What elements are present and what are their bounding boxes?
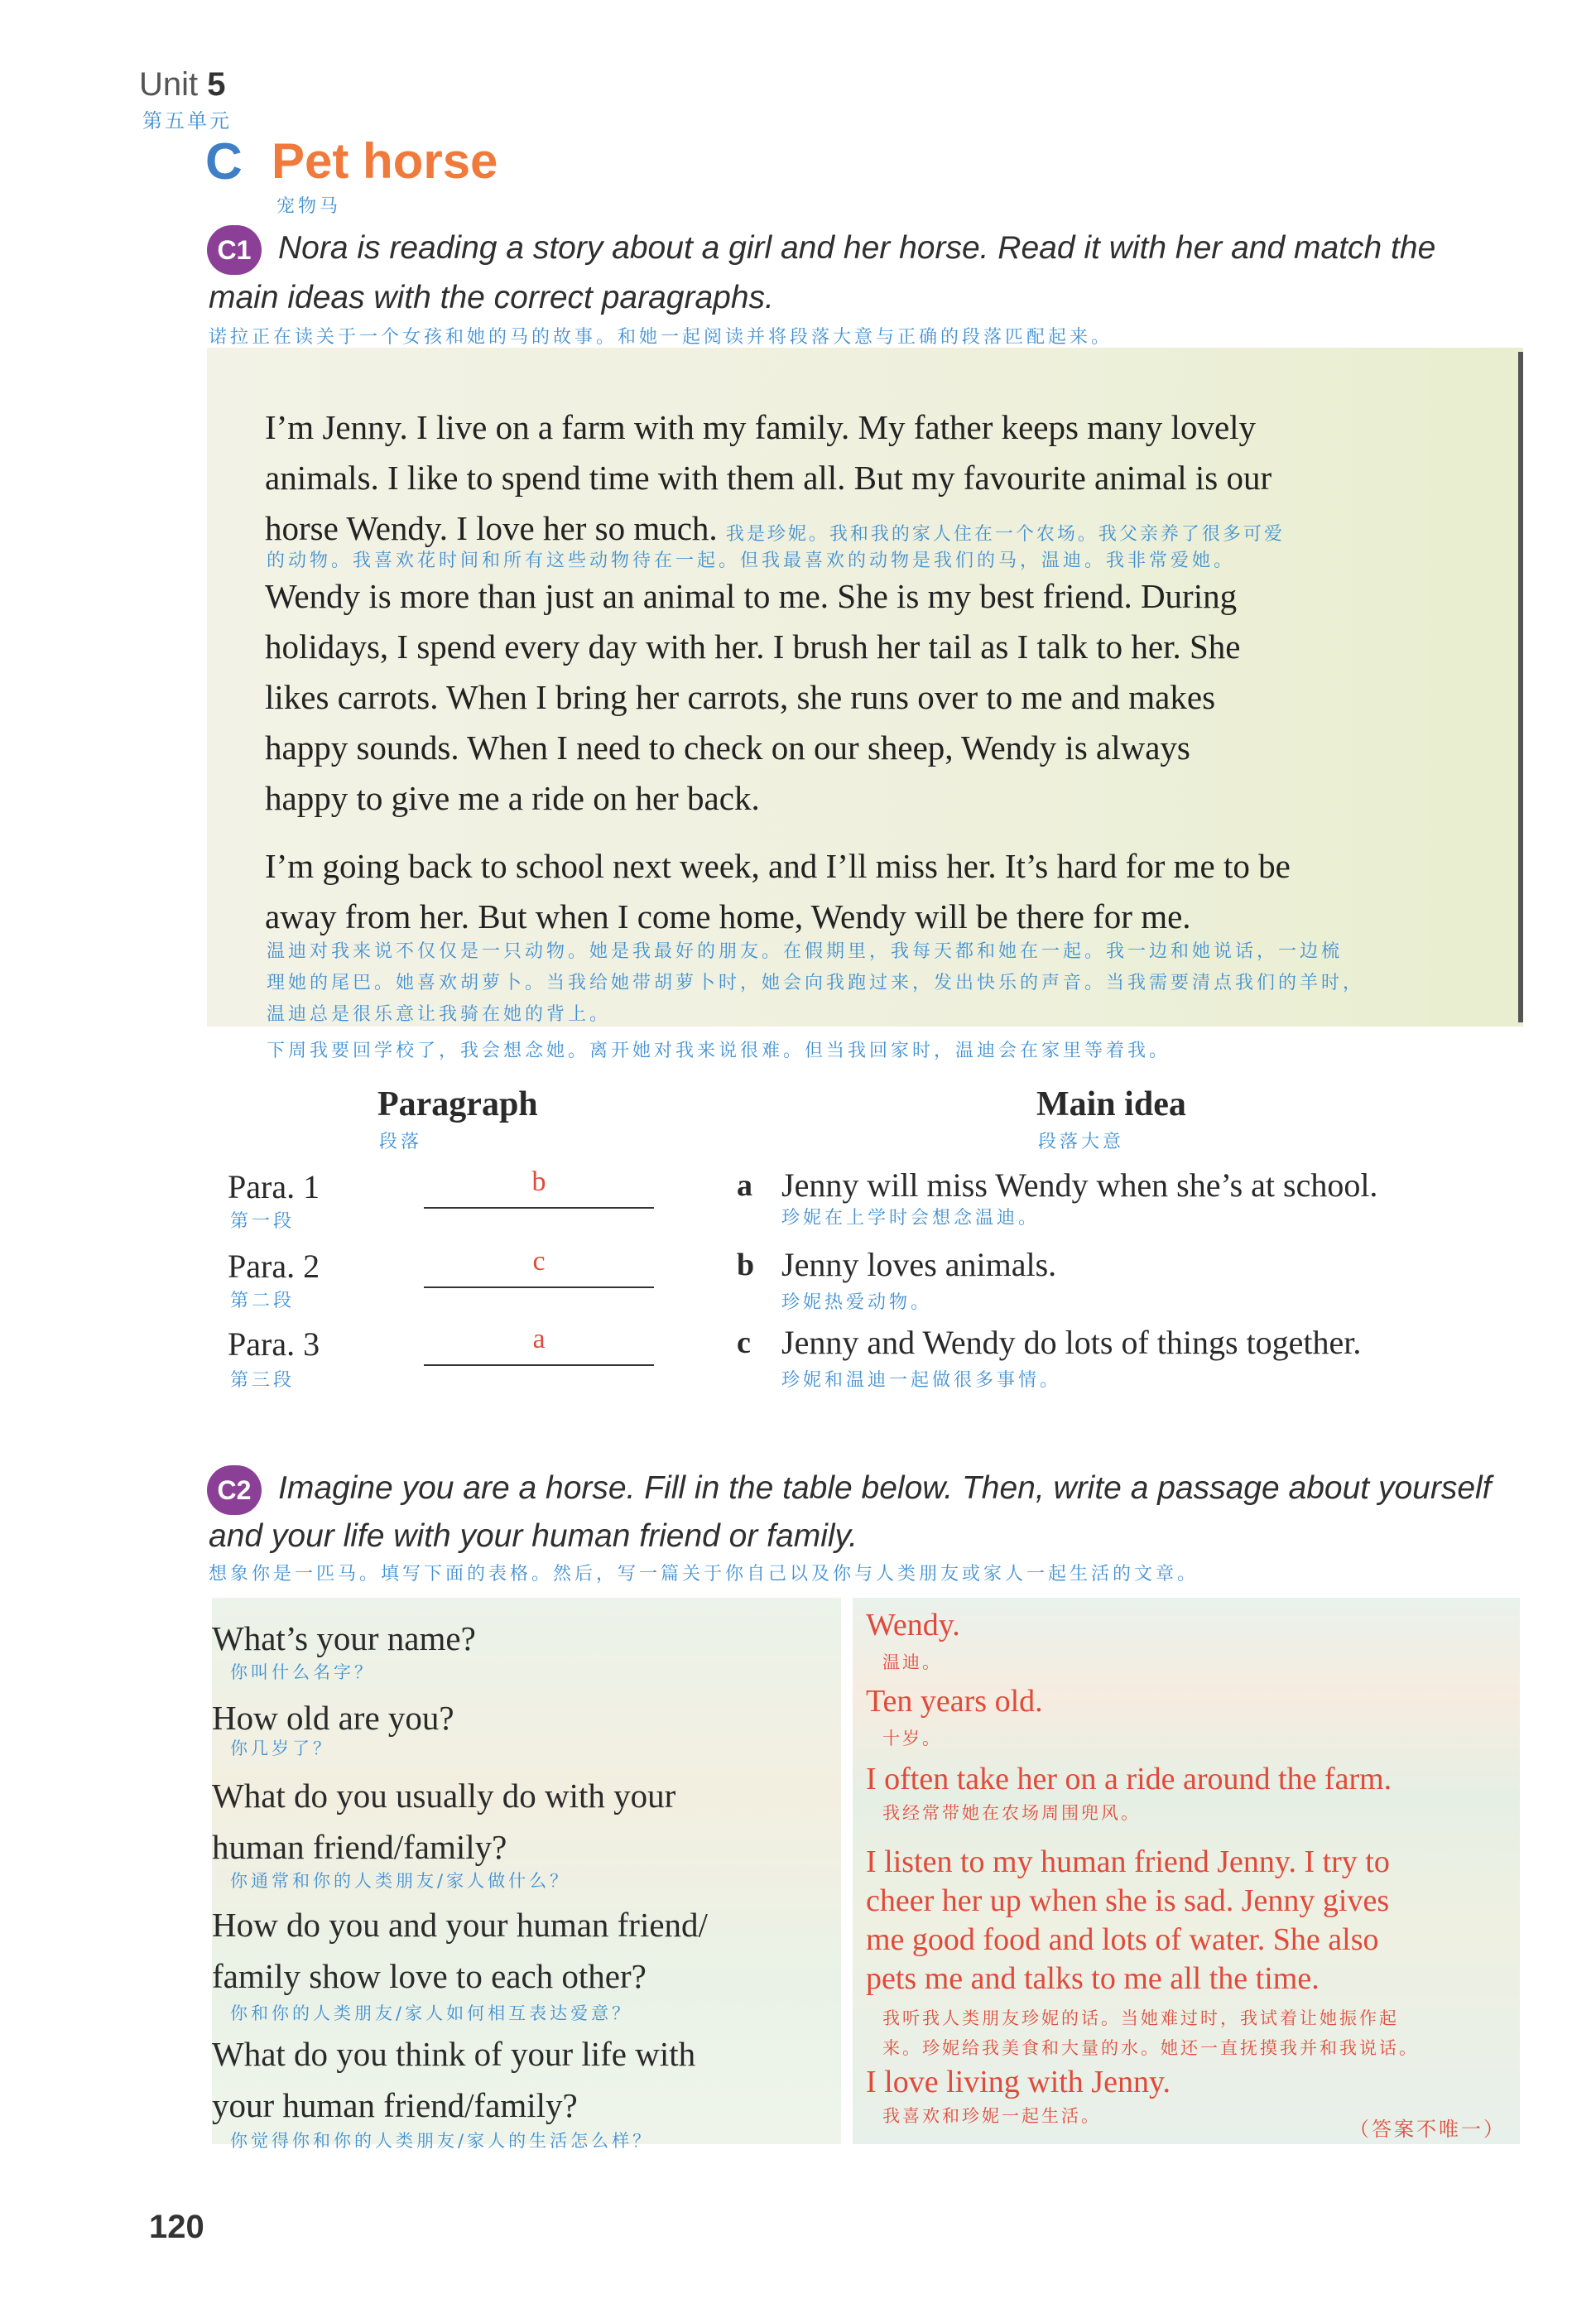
question-text: family show love to each other? xyxy=(212,1957,647,1995)
story-p2-line: Wendy is more than just an animal to me. She is my best friend. During xyxy=(265,577,1238,615)
c2-instruction-line1: Imagine you are a horse. Fill in the table below. Then, write a passage about yourself xyxy=(278,1470,1492,1506)
story-p1-line: I’m Jenny. I live on a farm with my family. My father keeps many lovely xyxy=(265,408,1257,446)
story-p1-last: horse Wendy. I love her so much. xyxy=(265,509,718,547)
idea-text-cn: 珍妮和温迪一起做很多事情。 xyxy=(781,1370,1062,1391)
question-text: How old are you? xyxy=(212,1699,454,1737)
table-question xyxy=(212,1613,839,1664)
c2-instruction-line2: and your life with your human friend or family. xyxy=(209,1518,858,1554)
question-cn: 你和你的人类朋友/家人如何相互表达爱意？ xyxy=(230,2003,633,2023)
para-label: Para. 1 xyxy=(228,1168,320,1205)
table-question xyxy=(212,1770,839,1873)
question-text: How do you and your human friend/ xyxy=(212,1906,708,1944)
story-p2-cn-line: 温迪对我来说不仅仅是一只动物。她是我最好的朋友。在假期里，我每天都和她在一起。我一边和她说话，一边梳 xyxy=(267,941,1344,962)
story-p3-line: away from her. But when I come home, Wendy will be there for me. xyxy=(265,897,1191,935)
question-cn: 你几岁了？ xyxy=(230,1738,334,1758)
para-label: Para. 3 xyxy=(228,1325,320,1363)
para-label-cn: 第三段 xyxy=(230,1370,296,1391)
answer-cn: 我经常带她在农场周围兜风。 xyxy=(882,1803,1141,1823)
answer-cn: 我听我人类朋友珍妮的话。当她难过时，我试着让她振作起 xyxy=(882,2008,1399,2028)
answer-cn: 十岁。 xyxy=(882,1729,942,1748)
unit-word: Unit xyxy=(139,66,199,103)
section-letter: C xyxy=(205,133,243,190)
answer-text: Ten years old. xyxy=(866,1684,1043,1719)
story-p2-line: likes carrots. When I bring her carrots, she runs over to me and makes xyxy=(265,678,1216,716)
answer-note: （答案不唯一） xyxy=(1349,2118,1506,2141)
c1-instruction-cn: 诺拉正在读关于一个女孩和她的马的故事。和她一起阅读并将段落大意与正确的段落匹配起来。 xyxy=(209,327,1113,348)
table-question xyxy=(212,1899,839,2002)
question-cn: 你觉得你和你的人类朋友/家人的生活怎么样？ xyxy=(230,2131,654,2151)
story-p2-line: holidays, I spend every day with her. I brush her tail as I talk to her. She xyxy=(265,628,1241,666)
table-answer xyxy=(866,1682,1520,1721)
table-answer xyxy=(866,1843,1520,1998)
para-answer-line[interactable]: a xyxy=(424,1323,654,1366)
c1-instruction-line2: main ideas with the correct paragraphs. xyxy=(209,280,774,315)
story-p1-cn-inline: 我是珍妮。我和我的家人住在一个农场。我父亲养了很多可爱 xyxy=(725,524,1285,545)
paragraph-column-head-cn: 段落 xyxy=(379,1132,423,1152)
idea-letter: a xyxy=(737,1168,752,1203)
question-text: human friend/family? xyxy=(212,1828,507,1866)
table-answer xyxy=(866,1606,1520,1645)
c1-instruction-line1: Nora is reading a story about a girl and her horse. Read it with her and match the xyxy=(278,230,1436,266)
idea-text-cn: 珍妮热爱动物。 xyxy=(781,1292,933,1313)
para-label: Para. 2 xyxy=(228,1248,320,1285)
table-question xyxy=(212,2028,839,2131)
table-divider xyxy=(844,1598,849,2144)
question-text: What do you usually do with your xyxy=(212,1777,676,1815)
idea-column-head-cn: 段落大意 xyxy=(1038,1132,1125,1152)
paragraph-column-head: Paragraph xyxy=(377,1085,538,1123)
para-label-cn: 第一段 xyxy=(230,1211,296,1232)
idea-letter: b xyxy=(737,1248,755,1282)
answer-text: Wendy. xyxy=(866,1608,960,1642)
idea-letter: c xyxy=(737,1325,751,1360)
question-text: What’s your name? xyxy=(212,1619,476,1657)
story-p1-line: animals. I like to spend time with them all. But my favourite animal is our xyxy=(265,459,1272,497)
answer-cn: 温迪。 xyxy=(882,1652,942,1672)
para-answer-line[interactable]: c xyxy=(424,1245,654,1288)
table-answer xyxy=(866,2063,1520,2102)
story-p2-line: happy to give me a ride on her back. xyxy=(265,779,760,817)
answer-text: cheer her up when she is sad. Jenny gives xyxy=(866,1883,1390,1918)
answer-text: I often take her on a ride around the farm. xyxy=(866,1762,1392,1796)
story-p1-cn-line2: 的动物。我喜欢花时间和所有这些动物待在一起。但我最喜欢的动物是我们的马，温迪。我非常爱她。 xyxy=(267,551,1236,571)
c2-instruction-cn: 想象你是一匹马。填写下面的表格。然后，写一篇关于你自己以及你与人类朋友或家人一起生活的文章。 xyxy=(209,1564,1199,1585)
idea-text: Jenny will miss Wendy when she’s at school. xyxy=(781,1166,1378,1204)
answer-text: I listen to my human friend Jenny. I try to xyxy=(866,1844,1390,1879)
answer-text: me good food and lots of water. She also xyxy=(866,1922,1379,1957)
story-p2-line: happy sounds. When I need to check on our sheep, Wendy is always xyxy=(265,729,1190,767)
idea-text: Jenny loves animals. xyxy=(781,1246,1057,1283)
table-answer xyxy=(866,1760,1520,1799)
story-p2-cn-line: 理她的尾巴。她喜欢胡萝卜。当我给她带胡萝卜时，她会向我跑过来，发出快乐的声音。当我需要清点我们的羊时， xyxy=(267,973,1365,993)
answer-text: pets me and talks to me all the time. xyxy=(866,1961,1320,1996)
question-cn: 你叫什么名字？ xyxy=(230,1662,375,1682)
story-paragraph-1 xyxy=(265,402,1490,560)
story-box-edge xyxy=(1518,352,1523,1022)
unit-label xyxy=(139,66,226,103)
story-p3-cn: 下周我要回学校了，我会想念她。离开她对我来说很难。但当我回家时，温迪会在家里等着我。 xyxy=(267,1041,1171,1061)
c1-badge: C1 xyxy=(207,225,262,275)
para-answer-line[interactable]: b xyxy=(424,1166,654,1209)
para-label-cn: 第二段 xyxy=(230,1291,296,1311)
answer-cn: 我喜欢和珍妮一起生活。 xyxy=(882,2106,1101,2126)
idea-column-head: Main idea xyxy=(1036,1085,1186,1123)
story-p3-line: I’m going back to school next week, and I’ll miss her. It’s hard for me to be xyxy=(265,847,1291,885)
c2-badge: C2 xyxy=(207,1465,262,1515)
question-text: What do you think of your life with xyxy=(212,2035,696,2073)
idea-text: Jenny and Wendy do lots of things together. xyxy=(781,1324,1362,1361)
page-number: 120 xyxy=(149,2209,204,2245)
section-title: Pet horse xyxy=(272,133,498,189)
answer-cn: 来。珍妮给我美食和大量的水。她还一直抚摸我并和我说话。 xyxy=(882,2038,1419,2058)
section-title-cn: 宠物马 xyxy=(276,196,342,217)
story-paragraph-2 xyxy=(265,571,1490,824)
answer-text: I love living with Jenny. xyxy=(866,2065,1171,2099)
question-cn: 你通常和你的人类朋友/家人做什么？ xyxy=(230,1871,571,1891)
question-text: your human friend/family? xyxy=(212,2086,578,2124)
unit-number: 5 xyxy=(207,66,226,103)
unit-label-cn: 第五单元 xyxy=(142,109,232,132)
story-p2-cn-line: 温迪总是很乐意让我骑在她的背上。 xyxy=(267,1004,612,1025)
idea-text-cn: 珍妮在上学时会想念温迪。 xyxy=(781,1208,1041,1229)
story-paragraph-3 xyxy=(265,841,1490,942)
